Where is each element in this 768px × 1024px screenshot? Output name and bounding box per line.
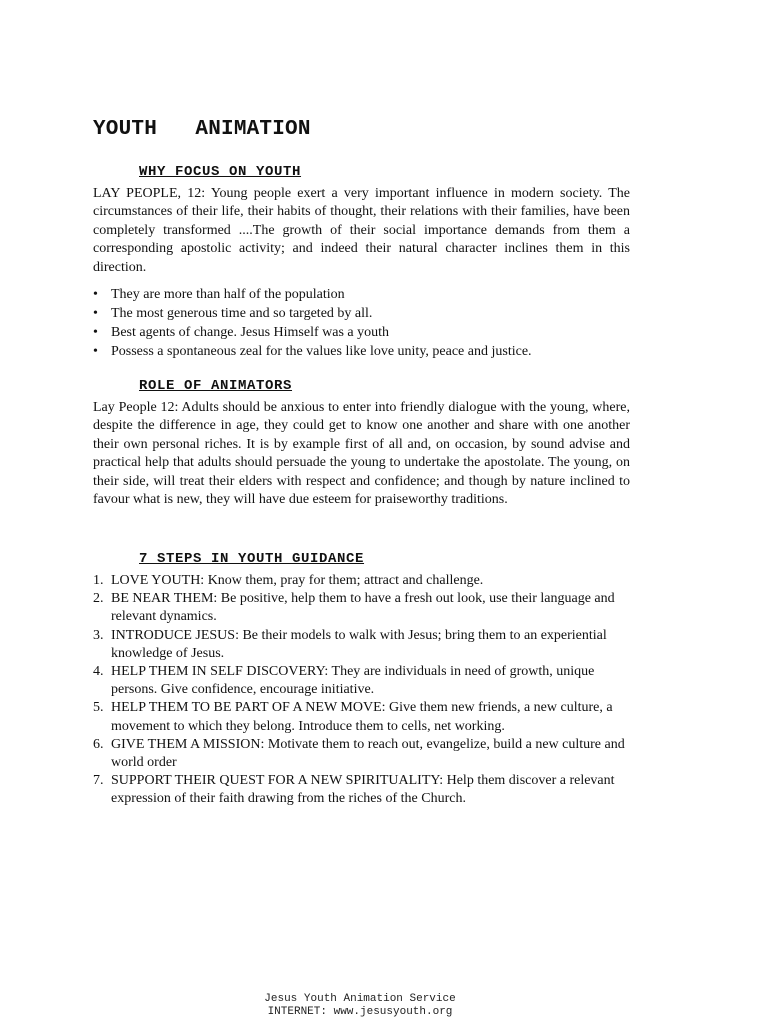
step-text: HELP THEM TO BE PART OF A NEW MOVE: Give them new friends, a new culture, a movement to which they belong. Introduce them to cells, net working. (111, 700, 613, 734)
bullet-text: They are more than half of the population (111, 287, 345, 302)
section-heading-7-steps: 7 STEPS IN YOUTH GUIDANCE (139, 551, 365, 567)
step-item (93, 572, 630, 590)
step-item (93, 772, 630, 808)
steps-list (93, 572, 630, 809)
step-text: INTRODUCE JESUS: Be their models to walk with Jesus; bring them to an experiential knowledge of Jesus. (111, 627, 607, 661)
bullet-item (93, 323, 630, 342)
step-number: 3. (93, 627, 104, 643)
step-number: 5. (93, 700, 104, 716)
step-text: BE NEAR THEM: Be positive, help them to have a fresh out look, use their language and relevant dynamics. (111, 591, 615, 625)
step-item (93, 590, 630, 626)
step-text: LOVE YOUTH: Know them, pray for them; attract and challenge. (111, 573, 484, 588)
step-number: 1. (93, 573, 104, 588)
step-item (93, 663, 630, 699)
step-item (93, 699, 630, 735)
page-footer (0, 993, 720, 1019)
footer-organization: Jesus Youth Animation Service (264, 993, 456, 1005)
bullet-item (93, 285, 630, 304)
bullet-dot: • (93, 306, 98, 321)
step-item (93, 627, 630, 663)
document-title: YOUTH ANIMATION (93, 118, 311, 141)
step-text: HELP THEM IN SELF DISCOVERY: They are individuals in need of growth, unique persons. Give confidence, encourage initiative. (111, 664, 595, 698)
section-paragraph-why-focus: LAY PEOPLE, 12: Young people exert a very important influence in modern society. The circumstances of their life, their habits of thought, their relations with their families, have been completely transformed ....The growth of their social importance demands from them a corresponding apostolic activity; and indeed their natural character inclines them in this direction. (93, 186, 630, 275)
bullet-item (93, 304, 630, 323)
section-heading-why-focus: WHY FOCUS ON YOUTH (139, 164, 302, 180)
section-heading-role-of-animators: ROLE OF ANIMATORS (139, 378, 293, 394)
footer-website: INTERNET: www.jesusyouth.org (267, 1006, 453, 1018)
step-text: SUPPORT THEIR QUEST FOR A NEW SPIRITUALITY: Help them discover a relevant expression of their faith drawing from the riches of the Church. (111, 773, 615, 807)
step-number: 6. (93, 736, 104, 752)
bullet-list (93, 285, 630, 361)
step-number: 4. (93, 664, 104, 680)
bullet-dot: • (93, 344, 98, 359)
bullet-dot: • (93, 325, 98, 340)
step-item (93, 736, 630, 772)
section-paragraph-role-of-animators: Lay People 12: Adults should be anxious to enter into friendly dialogue with the young, where, despite the difference in age, they could get to know one another and share with one another their own personal riches. It is by example first of all and, on occasion, by sound advise and practical help that adults should persuade the young to undertake the apostolate. The young, on their side, will treat their elders with respect and confidence; and though by nature inclined to favour what is new, they will have due esteem for praiseworthy traditions. (93, 400, 630, 508)
bullet-text: Best agents of change. Jesus Himself was a youth (111, 325, 389, 340)
step-number: 7. (93, 773, 104, 789)
bullet-text: Possess a spontaneous zeal for the values like love unity, peace and justice. (111, 344, 532, 359)
bullet-text: The most generous time and so targeted by all. (111, 306, 373, 321)
step-text: GIVE THEM A MISSION: Motivate them to reach out, evangelize, build a new culture and world order (111, 736, 625, 771)
bullet-dot: • (93, 287, 98, 302)
bullet-item (93, 342, 630, 361)
step-number: 2. (93, 591, 104, 607)
